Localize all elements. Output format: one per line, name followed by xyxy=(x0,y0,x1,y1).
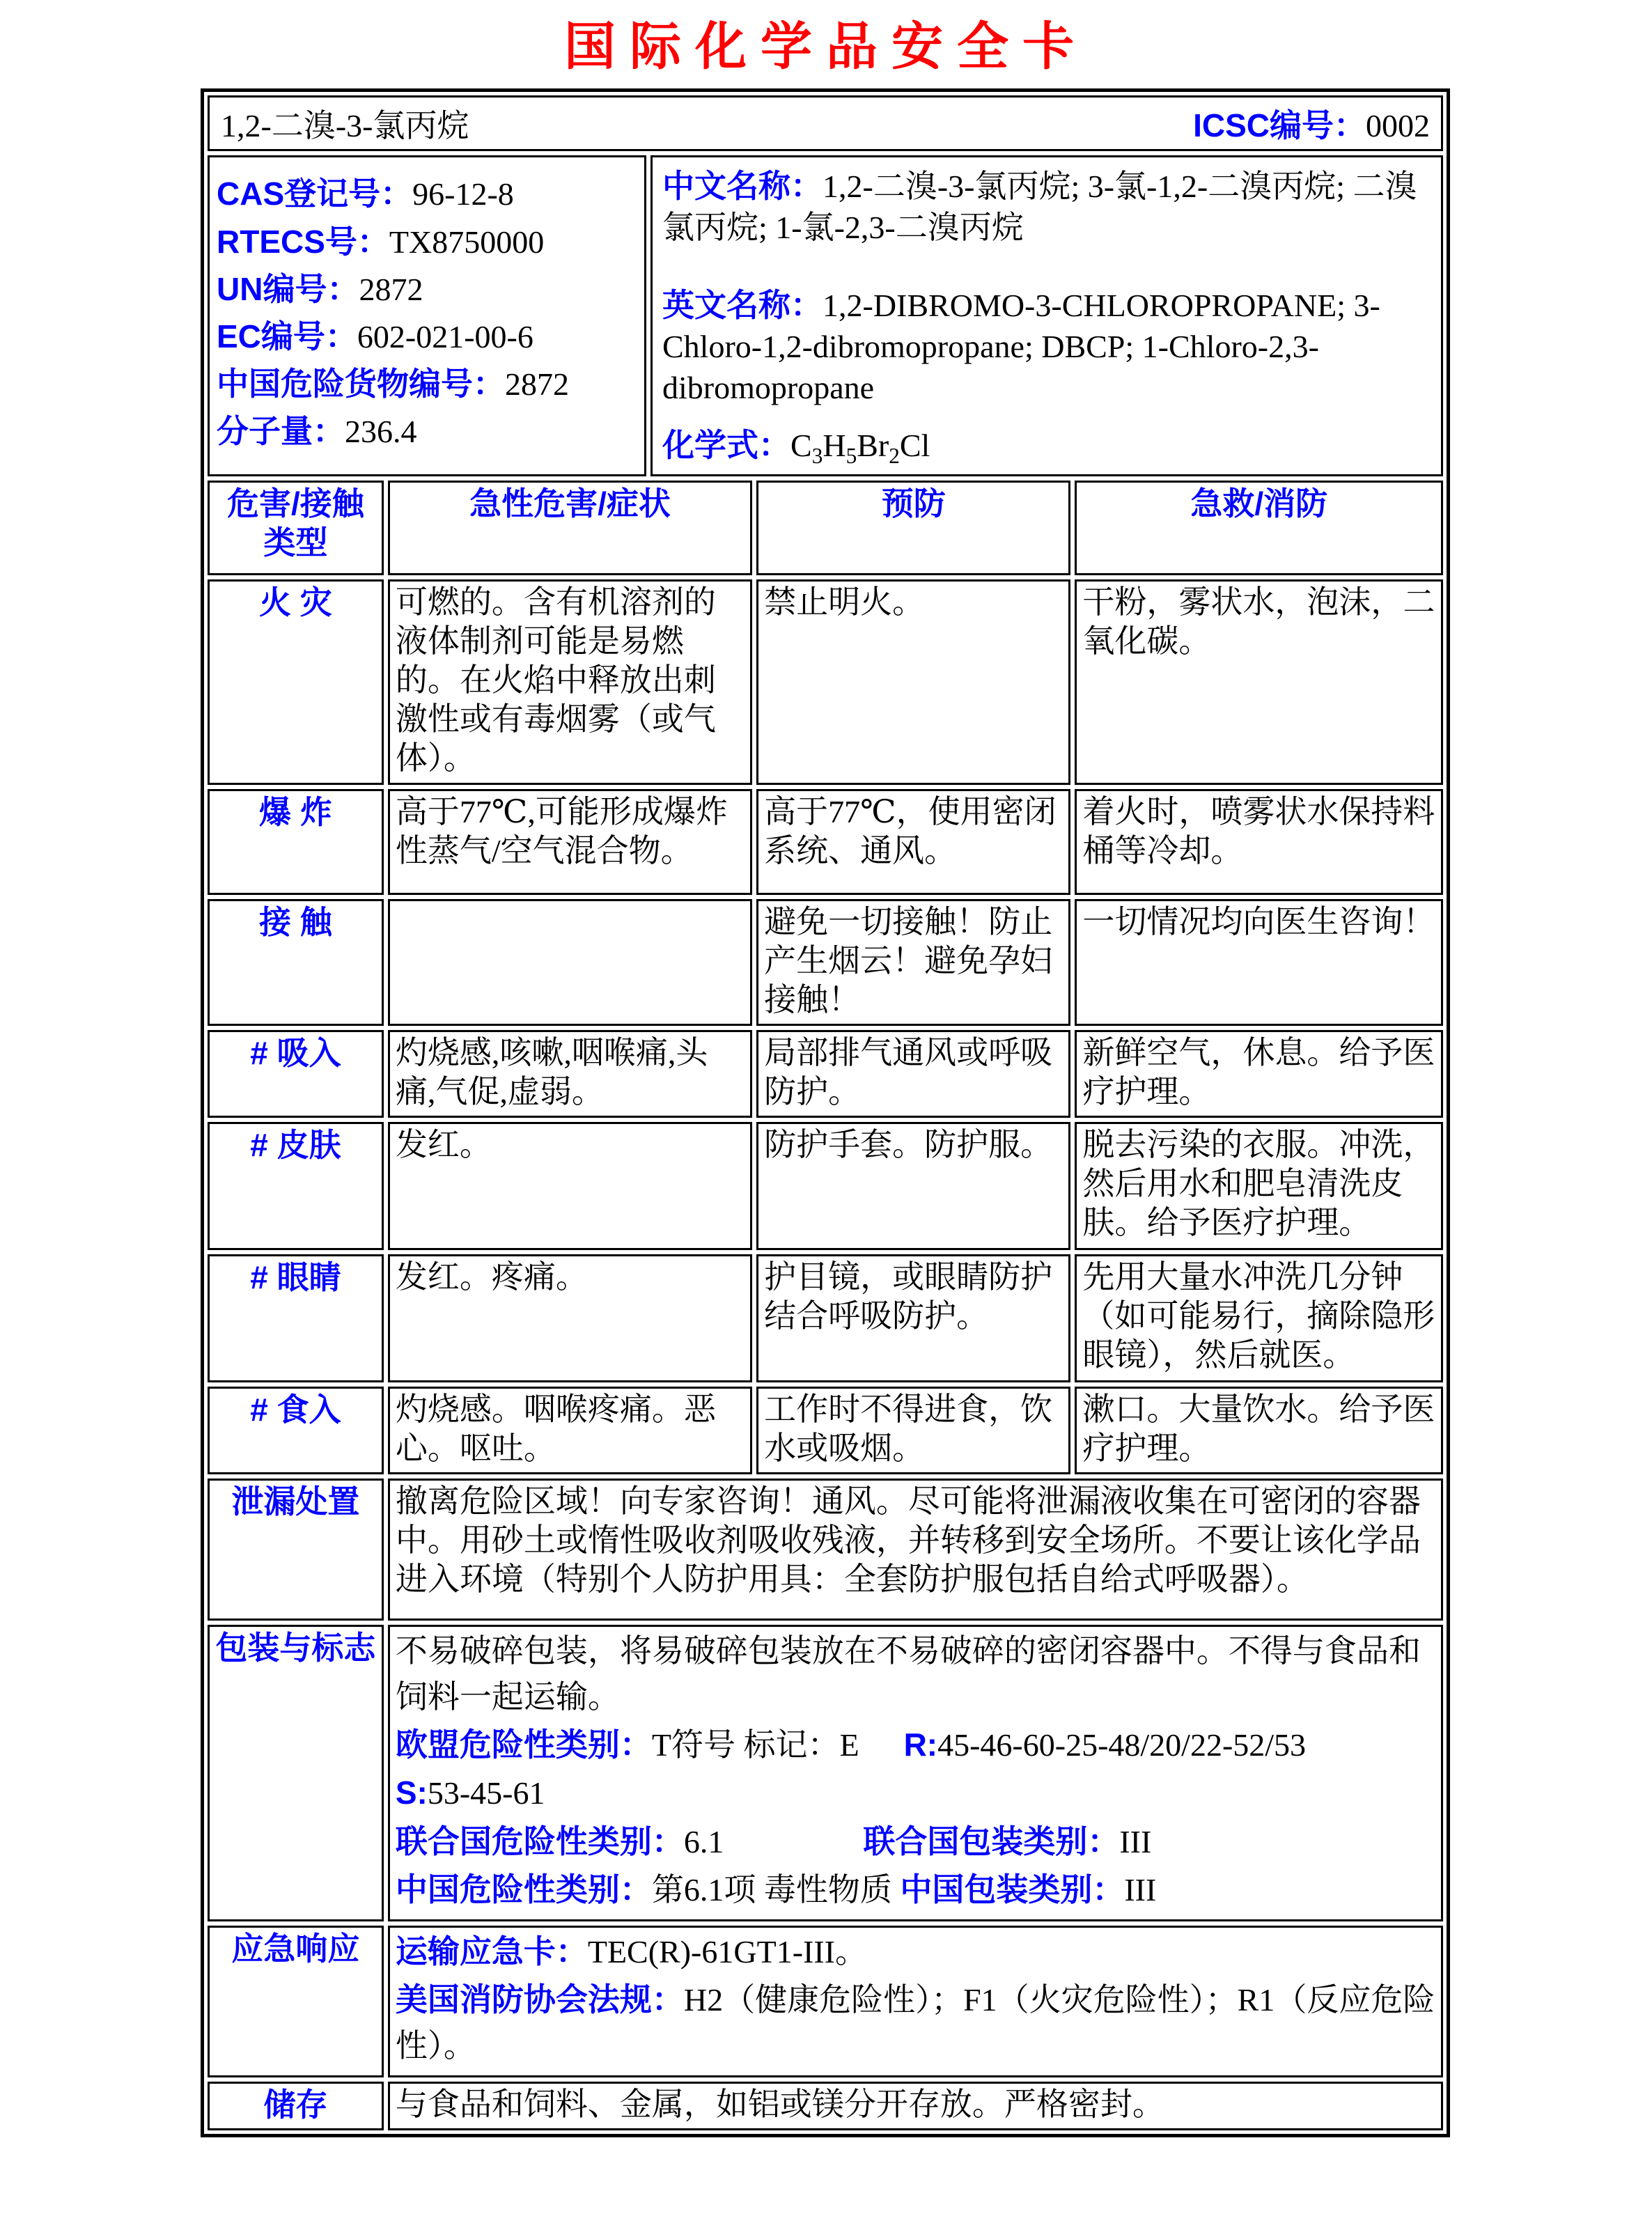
hazard-table xyxy=(203,476,1447,2135)
un-class-value: 6.1 xyxy=(683,1823,724,1859)
emergency-row-label: 应急响应 xyxy=(208,1926,384,2077)
row-skin xyxy=(208,1122,1443,1250)
eyes-prevention-cell: 护目镜，或眼睛防护结合呼吸防护。 xyxy=(756,1254,1070,1382)
rtecs-value: TX8750000 xyxy=(389,224,545,260)
explosion-row-label: 爆 炸 xyxy=(208,789,384,895)
chemical-name: 1,2-二溴-3-氯丙烷 xyxy=(221,108,469,144)
chinese-names-label: 中文名称： xyxy=(662,168,823,205)
ingestion-row-label: # 食入 xyxy=(208,1387,384,1474)
icsc-value: 0002 xyxy=(1366,108,1430,144)
fire-prevention-cell: 禁止明火。 xyxy=(756,579,1070,785)
eyes-row-label: # 眼睛 xyxy=(208,1254,384,1382)
explosion-firstaid-cell: 着火时，喷雾状水保持料桶等冷却。 xyxy=(1075,789,1443,895)
rtecs-number-line xyxy=(217,223,640,261)
china-dg-label: 中国危险货物编号： xyxy=(217,366,505,403)
cn-class-value: 第6.1项 毒性物质 xyxy=(651,1871,892,1908)
eu-class-label: 欧盟危险性类别： xyxy=(395,1726,652,1763)
english-names-value: 1,2-DIBROMO-3-CHLOROPROPANE; 3-Chloro-1,2-dibromopropane; DBCP; 1-Chloro-2,3-dibromopropane xyxy=(662,288,1380,405)
china-dg-value: 2872 xyxy=(505,366,569,403)
eyes-firstaid-cell: 先用大量水冲洗几分钟（如可能易行，摘除隐形眼镜），然后就医。 xyxy=(1075,1254,1443,1382)
identifier-panel xyxy=(208,155,646,476)
skin-symptoms-cell: 发红。 xyxy=(388,1122,752,1250)
info-section xyxy=(208,155,1443,476)
eu-hazard-class-line xyxy=(396,1722,1435,1768)
exposure-prevention-cell: 避免一切接触！防止产生烟云！避免孕妇接触！ xyxy=(756,899,1070,1026)
packaging-intro: 不易破碎包装，将易破碎包装放在不易破碎的密闭容器中。不得与食品和饲料一起运输。 xyxy=(395,1633,1421,1715)
row-exposure xyxy=(208,899,1443,1026)
molecular-weight-value: 236.4 xyxy=(345,414,417,450)
formula-value: $C_3H_5Br_2Cl$ xyxy=(790,427,930,468)
explosion-symptoms-cell: 高于77℃,可能形成爆炸性蒸气/空气混合物。 xyxy=(388,789,752,895)
spill-content-cell: 撤离危险区域！向专家咨询！通风。尽可能将泄漏液收集在可密闭的容器中。用砂土或惰性吸收剂吸收残液，并转移到安全场所。不要让该化学品进入环境（特别个人防护用具：全套防护服包括自给式呼吸器）。 xyxy=(388,1479,1443,1621)
row-packaging-labelling xyxy=(208,1625,1443,1921)
emergency-content-cell xyxy=(388,1926,1443,2077)
icsc-label: ICSC编号： xyxy=(1193,107,1366,144)
row-storage xyxy=(208,2082,1443,2130)
inhalation-prevention-cell: 局部排气通风或呼吸防护。 xyxy=(756,1030,1070,1118)
row-inhalation xyxy=(208,1030,1443,1118)
un-pack-value: III xyxy=(1119,1823,1152,1859)
ec-value: 602-021-00-6 xyxy=(357,318,533,354)
english-names-label: 英文名称： xyxy=(662,287,823,324)
fire-firstaid-cell: 干粉，雾状水，泡沫，二氧化碳。 xyxy=(1075,579,1443,785)
spill-row-label: 泄漏处置 xyxy=(208,1479,384,1621)
inhalation-firstaid-cell: 新鲜空气，休息。给予医疗护理。 xyxy=(1075,1030,1443,1118)
chinese-names-value: 1,2-二溴-3-氯丙烷; 3-氯-1,2-二溴丙烷; 二溴氯丙烷; 1-氯-2,3-二溴丙烷 xyxy=(662,169,1417,246)
packaging-content-cell xyxy=(388,1625,1443,1921)
un-label: UN编号： xyxy=(217,270,359,307)
s-phrases-label: S: xyxy=(395,1774,428,1811)
un-class-line xyxy=(396,1819,1435,1864)
row-explosion xyxy=(208,789,1443,895)
un-class-label: 联合国危险性类别： xyxy=(395,1823,684,1859)
cn-class-line xyxy=(396,1867,1435,1912)
row-eyes xyxy=(208,1254,1443,1382)
skin-row-label: # 皮肤 xyxy=(208,1122,384,1250)
rtecs-label: RTECS号： xyxy=(217,223,389,260)
fire-row-label: 火 灾 xyxy=(208,579,384,785)
china-dg-number-line xyxy=(217,365,640,403)
cn-pack-value: III xyxy=(1124,1871,1157,1908)
transport-emergency-card-line xyxy=(396,1929,1435,1974)
chinese-names xyxy=(662,166,1431,249)
icsc-number xyxy=(1193,100,1430,146)
s-phrases-value: 53-45-61 xyxy=(427,1775,545,1811)
header-hazard-type: 危害/接触 类型 xyxy=(208,481,384,575)
un-number-line xyxy=(217,270,640,309)
exposure-row-label: 接 触 xyxy=(208,899,384,1026)
explosion-prevention-cell: 高于77℃，使用密闭系统、通风。 xyxy=(756,789,1070,895)
eyes-symptoms-cell: 发红。疼痛。 xyxy=(388,1254,752,1382)
row-fire xyxy=(208,579,1443,785)
nfpa-value: H2（健康危险性）；F1（火灾危险性）；R1（反应危险性）。 xyxy=(395,1982,1435,2064)
ec-number-line xyxy=(217,318,640,356)
skin-prevention-cell: 防护手套。防护服。 xyxy=(756,1122,1070,1250)
exposure-symptoms-cell xyxy=(388,899,752,1026)
tec-value: TEC(R)-61GT1-III。 xyxy=(587,1934,867,1970)
cas-value: 96-12-8 xyxy=(412,176,514,212)
safety-card xyxy=(201,88,1450,2137)
header-acute-hazards: 急性危害/症状 xyxy=(388,481,752,575)
ingestion-firstaid-cell: 漱口。大量饮水。给予医疗护理。 xyxy=(1075,1387,1443,1474)
r-phrases-value: 45-46-60-25-48/20/22-52/53 xyxy=(937,1726,1307,1763)
un-pack-label: 联合国包装类别： xyxy=(863,1823,1120,1859)
nfpa-label: 美国消防协会法规： xyxy=(395,1981,684,2018)
inhalation-symptoms-cell: 灼烧感,咳嗽,咽喉痛,头痛,气促,虚弱。 xyxy=(388,1030,752,1118)
cn-class-label: 中国危险性类别： xyxy=(395,1871,652,1908)
row-emergency-response xyxy=(208,1926,1443,2077)
storage-row-label: 储存 xyxy=(208,2082,384,2130)
ingestion-prevention-cell: 工作时不得进食，饮水或吸烟。 xyxy=(756,1387,1070,1474)
un-value: 2872 xyxy=(359,271,423,307)
row-spill-disposal xyxy=(208,1479,1443,1621)
row-ingestion xyxy=(208,1387,1443,1474)
inhalation-row-label: # 吸入 xyxy=(208,1030,384,1118)
nfpa-code-line xyxy=(396,1977,1435,2068)
header-firstaid-firefighting: 急救/消防 xyxy=(1075,481,1443,575)
formula-label: 化学式： xyxy=(662,426,790,463)
storage-content-cell: 与食品和饲料、金属，如铝或镁分开存放。严格密封。 xyxy=(388,2082,1443,2130)
ec-label: EC编号： xyxy=(217,318,357,354)
cas-label: CAS登记号： xyxy=(217,176,413,212)
tec-label: 运输应急卡： xyxy=(395,1933,588,1970)
molecular-weight-line xyxy=(217,412,640,451)
cas-number-line xyxy=(217,175,640,213)
s-phrases-line xyxy=(396,1770,1435,1816)
chemical-formula xyxy=(662,420,1431,469)
cn-pack-label: 中国包装类别： xyxy=(900,1871,1125,1908)
hazard-table-header-row xyxy=(208,481,1443,575)
card-header xyxy=(208,95,1443,151)
names-panel xyxy=(650,155,1443,476)
english-names xyxy=(662,285,1431,409)
fire-symptoms-cell: 可燃的。含有机溶剂的液体制剂可能是易燃的。在火焰中释放出刺激性或有毒烟雾（或气体）。 xyxy=(388,579,752,785)
skin-firstaid-cell: 脱去污染的衣服。冲洗，然后用水和肥皂清洗皮肤。给予医疗护理。 xyxy=(1075,1122,1443,1250)
packaging-row-label: 包装与标志 xyxy=(208,1625,384,1921)
r-phrases-label: R: xyxy=(903,1726,938,1763)
exposure-firstaid-cell: 一切情况均向医生咨询！ xyxy=(1075,899,1443,1026)
eu-class-value: T符号 标记：E xyxy=(651,1726,859,1763)
page-title: 国际化学品安全卡 xyxy=(564,19,1088,76)
header-prevention: 预防 xyxy=(756,481,1070,575)
molecular-weight-label: 分子量： xyxy=(217,413,345,450)
ingestion-symptoms-cell: 灼烧感。咽喉疼痛。恶心。呕吐。 xyxy=(388,1387,752,1474)
